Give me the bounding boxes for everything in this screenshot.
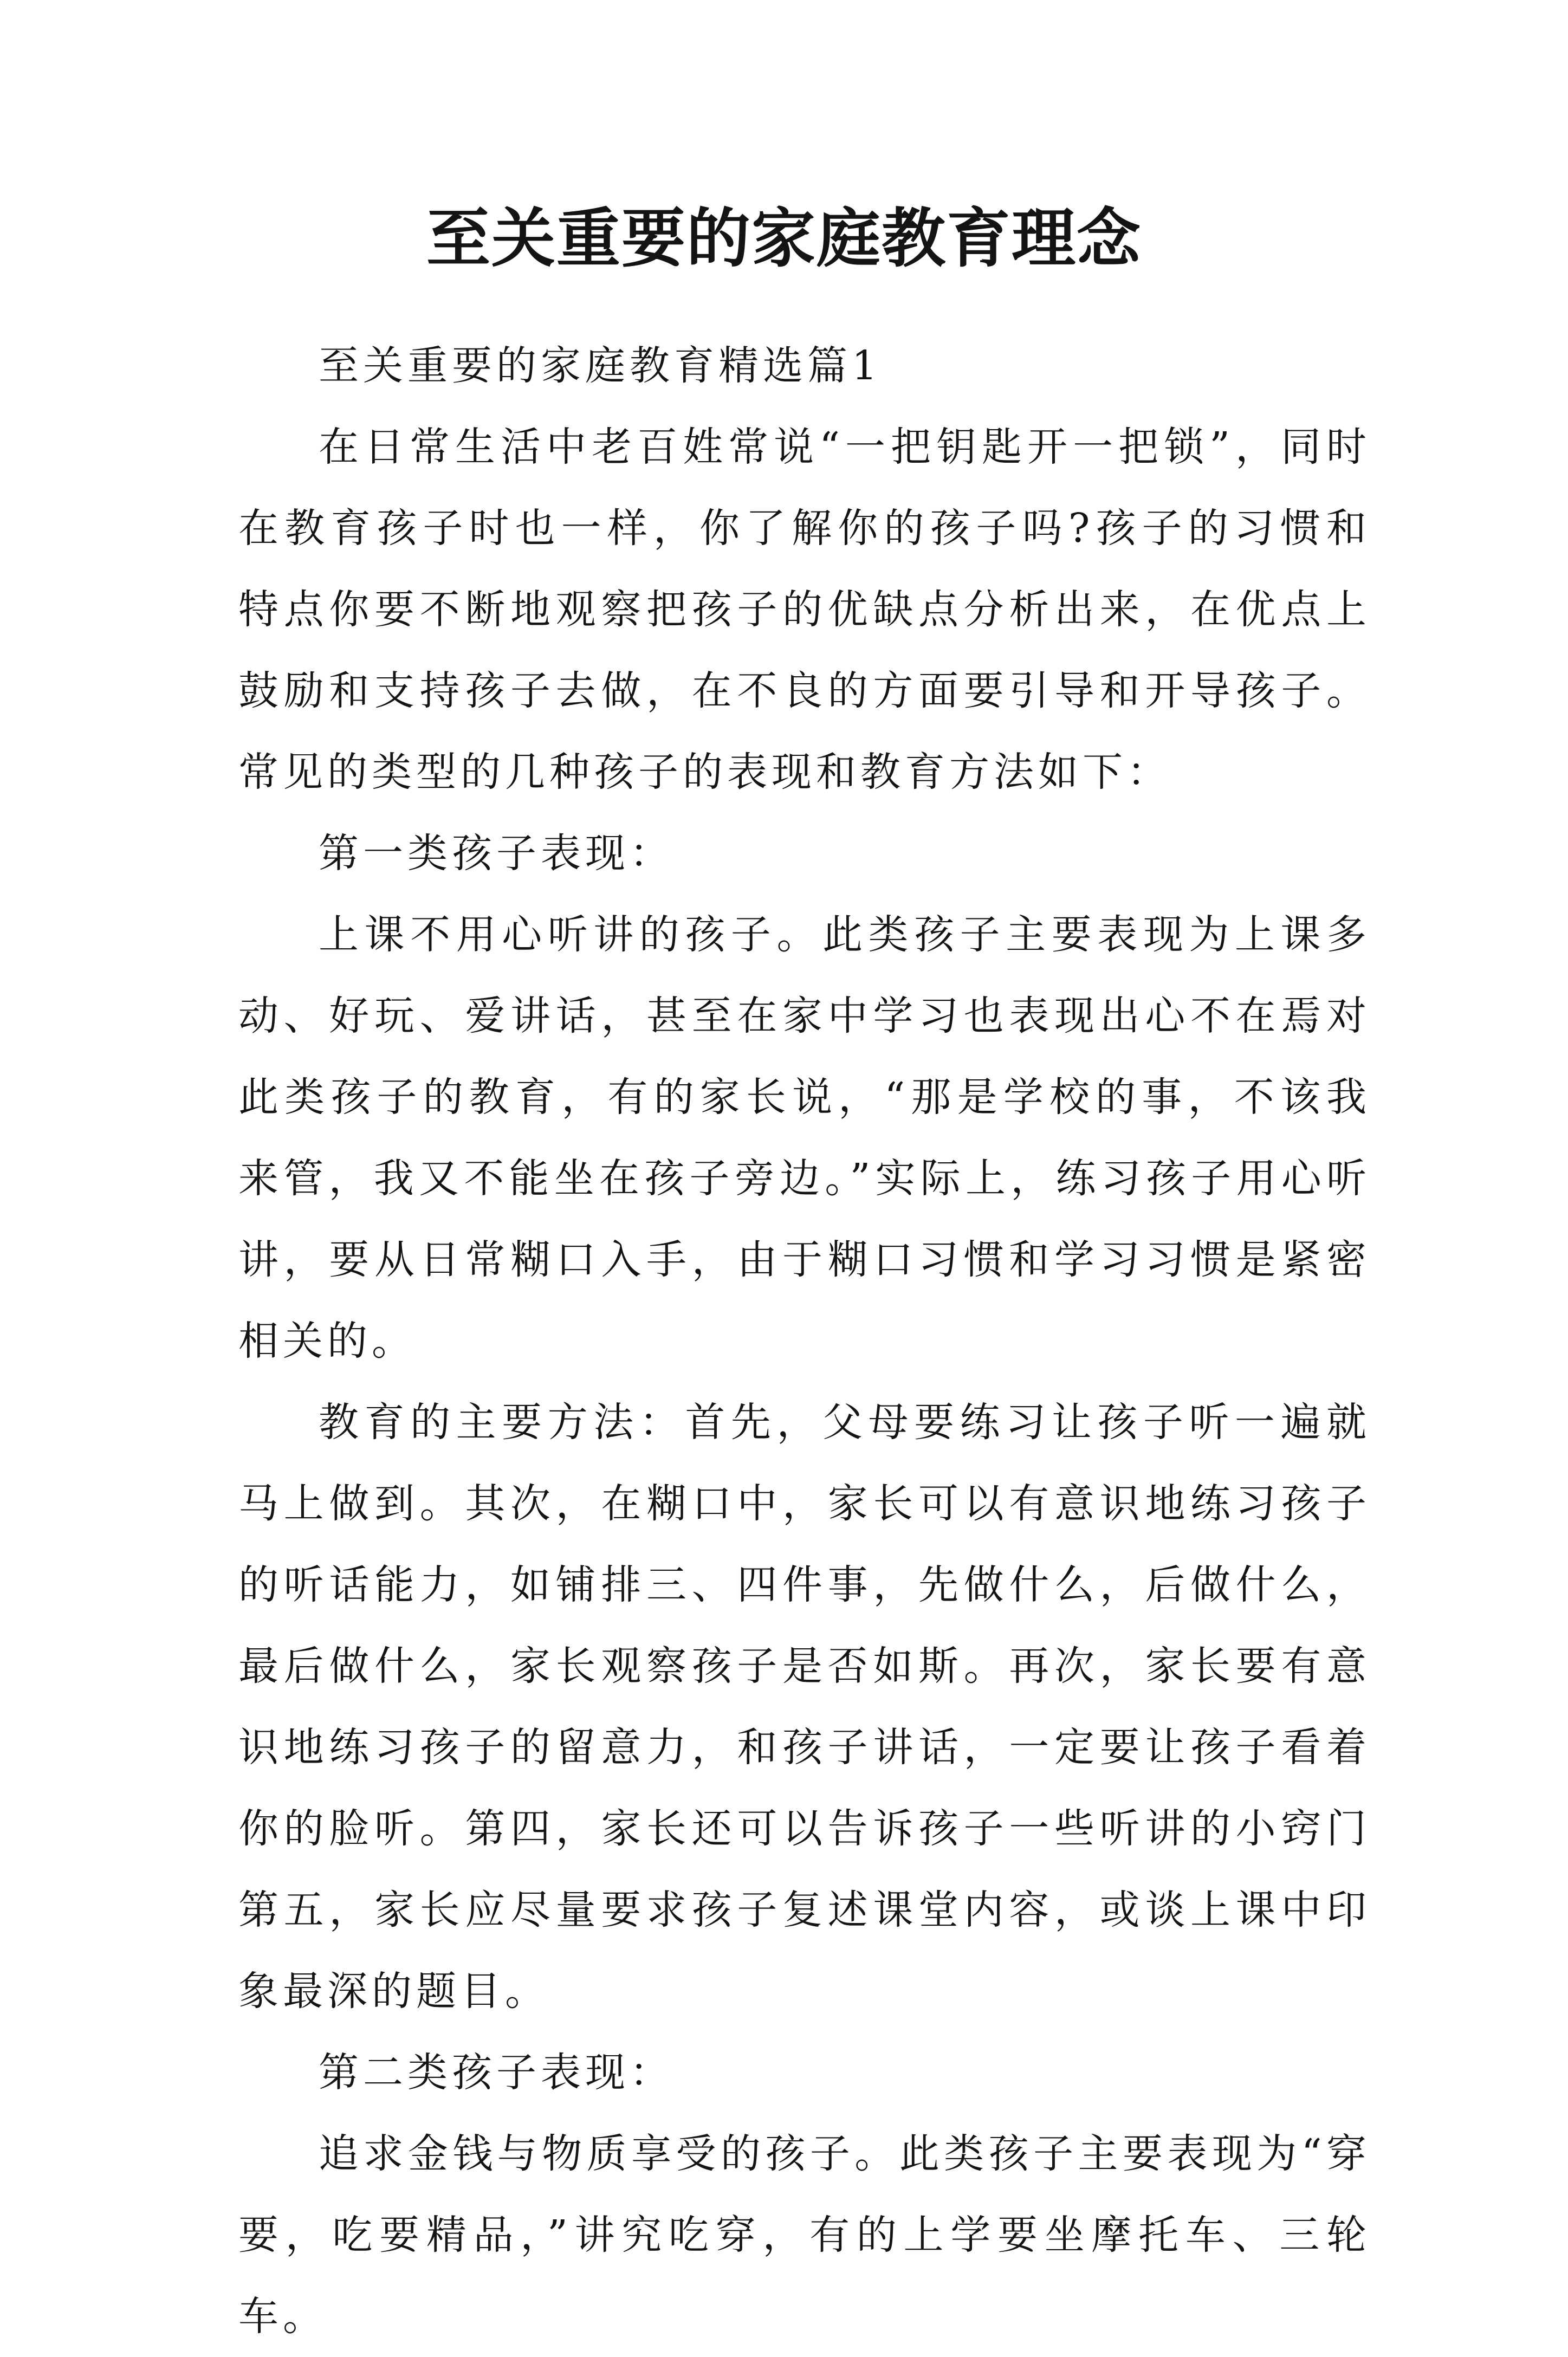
- body-paragraph: 教育的主要方法：首先，父母要练习让孩子听一遍就马上做到。其次，在糊口中，家长可以有意识地练习孩子的听话能力，如铺排三、四件事，先做什么，后做什么，最后做什么，家长观察孩子是否如斯。再次，家长要有意识地练习孩子的留意力，和孩子讲话，一定要让孩子看着你的脸听。第四，家长还可以告诉孩子一些听讲的小窍门第五，家长应尽量要求孩子复述课堂内容，或谈上课中印象最深的题目。: [238, 1399, 1371, 2015]
- document-title: 至关重要的家庭教育理念: [426, 200, 1142, 276]
- section-heading: 至关重要的家庭教育精选篇1: [319, 342, 882, 389]
- body-paragraph: 在日常生活中老百姓常说“一把钥匙开一把锁”，同时在教育孩子时也一样，你了解你的孩子吗?孩子的习惯和特点你要不断地观察把孩子的优缺点分析出来，在优点上鼓励和支持孩子去做，在不良的方面要引导和开导孩子。常见的类型的几种孩子的表现和教育方法如下：: [238, 424, 1371, 795]
- body-paragraph: 追求金钱与物质享受的孩子。此类孩子主要表现为“穿要，吃要精品，”讲究吃穿，有的上学要坐摩托车、三轮车。: [238, 2131, 1371, 2340]
- subsection-heading: 第一类孩子表现：: [319, 830, 674, 877]
- document-body: [238, 325, 1371, 2357]
- subsection-heading: 第二类孩子表现：: [319, 2049, 674, 2096]
- body-paragraph: 上课不用心听讲的孩子。此类孩子主要表现为上课多动、好玩、爱讲话，甚至在家中学习也表现出心不在焉对此类孩子的教育，有的家长说，“那是学校的事，不该我来管，我又不能坐在孩子旁边。”实际上，练习孩子用心听讲，要从日常糊口入手，由于糊口习惯和学习习惯是紧密相关的。: [238, 911, 1371, 1364]
